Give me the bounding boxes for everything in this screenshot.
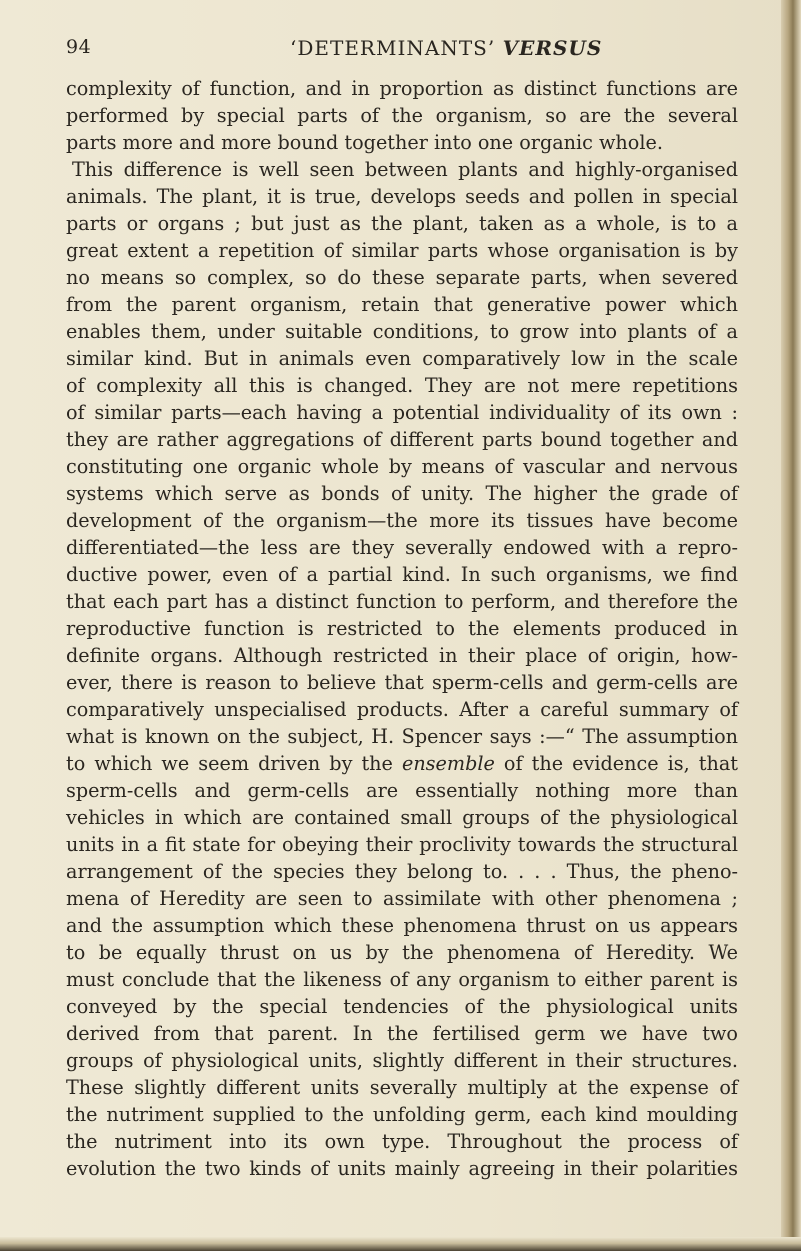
text-line: the nutriment supplied to the unfolding germ, each kind moulding xyxy=(66,1103,738,1126)
text-line: enables them, under suitable conditions, to grow into plants of a xyxy=(66,320,738,343)
text-line: from the parent organism, retain that generative power which xyxy=(66,293,738,316)
italic-word: ensemble xyxy=(401,752,495,775)
running-title-italic: VERSUS xyxy=(502,36,603,60)
text-line: they are rather aggregations of different parts bound together and xyxy=(66,428,738,451)
text-line: definite organs. Although restricted in their place of origin, how- xyxy=(66,644,738,667)
text-line: sperm-cells and germ-cells are essentially nothing more than xyxy=(66,779,738,802)
text-line: comparatively unspecialised products. After a careful summary of xyxy=(66,698,738,721)
text-line: parts or organs ; but just as the plant, taken as a whole, is to a xyxy=(66,212,738,235)
page-number: 94 xyxy=(66,36,92,58)
running-header xyxy=(66,36,746,62)
text-line: These slightly different units severally multiply at the expense of xyxy=(66,1076,738,1099)
text-line-start: to which we seem driven by the xyxy=(66,752,402,775)
text-line: evolution the two kinds of units mainly agreeing in their polarities xyxy=(66,1157,738,1180)
text-line: no means so complex, so do these separate parts, when severed xyxy=(66,266,738,289)
text-line: This difference is well seen between plants and highly-organised xyxy=(72,158,738,181)
running-title xyxy=(290,36,602,60)
text-line: parts more and more bound together into one organic whole. xyxy=(66,131,663,154)
text-line: ever, there is reason to believe that sperm-cells and germ-cells are xyxy=(66,671,738,694)
text-line: mena of Heredity are seen to assimilate with other phenomena ; xyxy=(66,887,738,910)
text-line: reproductive function is restricted to the elements produced in xyxy=(66,617,738,640)
text-line: complexity of function, and in proportion as distinct functions are xyxy=(66,77,738,100)
text-line: that each part has a distinct function to perform, and therefore the xyxy=(66,590,738,613)
text-line: and the assumption which these phenomena thrust on us appears xyxy=(66,914,738,937)
running-title-text: ‘DETERMINANTS’ xyxy=(290,36,503,60)
text-line: constituting one organic whole by means of vascular and nervous xyxy=(66,455,738,478)
text-line: vehicles in which are contained small groups of the physiological xyxy=(66,806,738,829)
text-line: must conclude that the likeness of any organism to either parent is xyxy=(66,968,738,991)
text-line: animals. The plant, it is true, develops seeds and pollen in special xyxy=(66,185,738,208)
text-line: ductive power, even of a partial kind. In such organisms, we find xyxy=(66,563,738,586)
text-line: units in a fit state for obeying their proclivity towards the structural xyxy=(66,833,738,856)
text-line: of similar parts—each having a potential individuality of its own : xyxy=(66,401,738,424)
text-line: arrangement of the species they belong to. . . . Thus, the pheno- xyxy=(66,860,738,883)
text-line-end: of the evidence is, that xyxy=(494,752,738,775)
text-line: development of the organism—the more its tissues have become xyxy=(66,509,738,532)
text-line: what is known on the subject, H. Spencer says :—“ The assumption xyxy=(66,725,738,748)
text-line: systems which serve as bonds of unity. The higher the grade of xyxy=(66,482,738,505)
text-line: the nutriment into its own type. Throughout the process of xyxy=(66,1130,738,1153)
text-line: similar kind. But in animals even comparatively low in the scale xyxy=(66,347,738,370)
text-line: groups of physiological units, slightly different in their structures. xyxy=(66,1049,738,1072)
text-line-with-italic xyxy=(66,750,738,777)
text-line: of complexity all this is changed. They are not mere repetitions xyxy=(66,374,738,397)
text-line: to be equally thrust on us by the phenomena of Heredity. We xyxy=(66,941,738,964)
text-line: derived from that parent. In the fertilised germ we have two xyxy=(66,1022,738,1045)
text-line: great extent a repetition of similar parts whose organisation is by xyxy=(66,239,738,262)
body-text xyxy=(66,75,738,1182)
text-line: differentiated—the less are they severally endowed with a repro- xyxy=(66,536,738,559)
page-edge-bottom xyxy=(0,1237,801,1251)
text-line: conveyed by the special tendencies of the physiological units xyxy=(66,995,738,1018)
page-edge-right xyxy=(781,0,801,1251)
text-line: performed by special parts of the organism, so are the several xyxy=(66,104,738,127)
